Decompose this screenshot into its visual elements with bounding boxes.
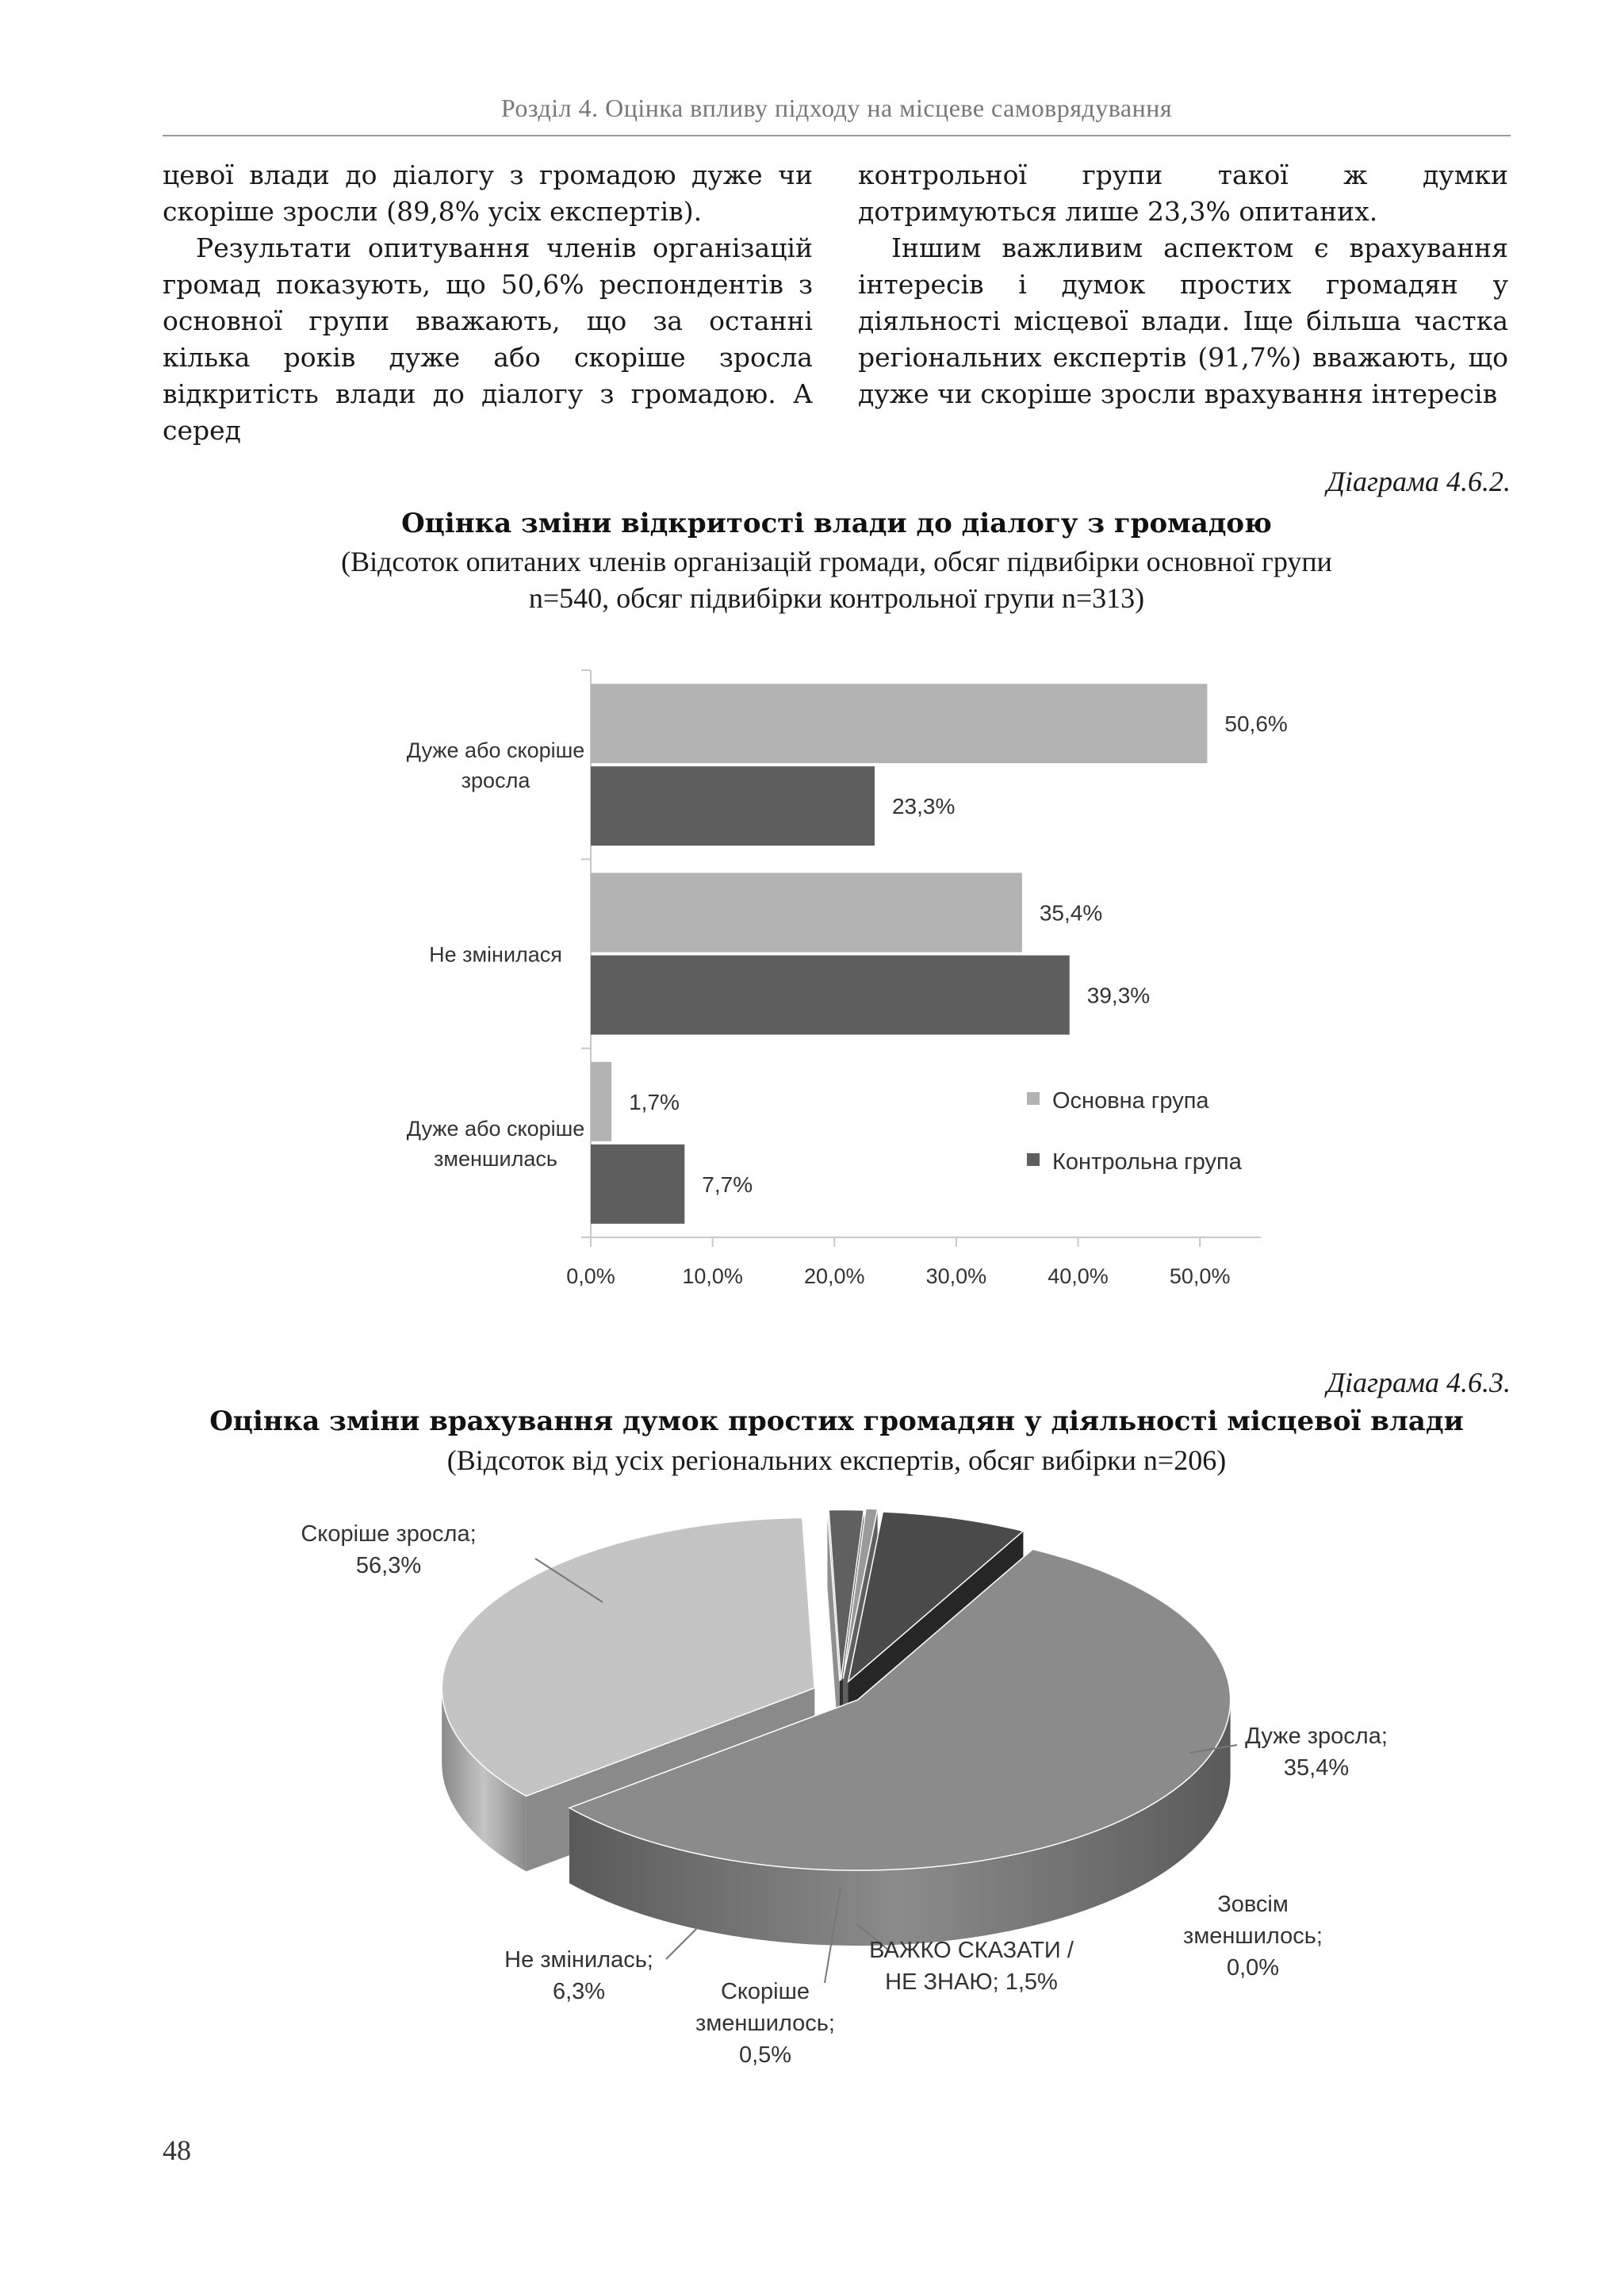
slice-label: 35,4% xyxy=(1283,1755,1350,1781)
category-label: Дуже або скоріше xyxy=(406,738,585,763)
figure-subtitle-line: n=540, обсяг підвибірки контрольної групи n=313) xyxy=(528,582,1145,614)
figure-title: Оцінка зміни врахування думок простих громадян у діяльності місцевої влади xyxy=(209,1405,1464,1437)
x-tick-label: 50,0% xyxy=(1169,1264,1231,1288)
slice-label: 0,0% xyxy=(1226,1955,1280,1981)
paragraph: цевої влади до діалогу з громадою дуже чи скоріше зросли (89,8% усіх експертів). xyxy=(163,159,813,227)
slice-label: НЕ ЗНАЮ; 1,5% xyxy=(885,1969,1058,1995)
figure-subtitle: (Відсоток від усіх регіональних експертів, обсяг вибірки n=206) xyxy=(446,1444,1227,1476)
slice-label: 0,5% xyxy=(738,2042,792,2068)
paragraph: Іншим важливим аспектом є врахування інтересів і думок простих громадян у діяльності місцевої влади. Іще більша частка регіональних експертів (91,7%) вважають, що дуже чи скоріше зросли врахування інтересів xyxy=(858,232,1508,409)
bar xyxy=(591,766,875,846)
paragraph: Результати опитування членів організацій громад показують, що 50,6% респондентів з основної групи вважають, що за останні кілька років дуже або скоріше зросла відкритість влади до діалогу з громадою. А серед xyxy=(163,232,813,446)
category-label: Не змінилася xyxy=(429,942,562,967)
legend-label: Основна група xyxy=(1052,1088,1209,1114)
slice-label: Не змінилась; xyxy=(504,1947,653,1973)
category-label: зменшилась xyxy=(434,1146,557,1171)
figure-subtitle-line: (Відсоток опитаних членів організацій громади, обсяг підвибірки основної групи xyxy=(341,546,1332,577)
x-tick-label: 10,0% xyxy=(682,1264,743,1288)
data-label: 35,4% xyxy=(1039,900,1103,926)
bar xyxy=(591,873,1022,953)
figure-label: Діаграма 4.6.3. xyxy=(1327,1367,1511,1398)
slice-label: Скоріше xyxy=(720,1979,810,2004)
category-label: зросла xyxy=(461,769,530,793)
slice-label: Зовсім xyxy=(1217,1892,1289,1917)
page-number: 48 xyxy=(163,2134,191,2166)
slice-label: 56,3% xyxy=(355,1553,422,1578)
data-label: 39,3% xyxy=(1086,983,1151,1008)
legend-label: Контрольна група xyxy=(1052,1149,1242,1175)
data-label: 7,7% xyxy=(702,1172,753,1197)
slice-label: 6,3% xyxy=(552,1979,606,2004)
bar xyxy=(591,1145,684,1224)
paragraph: контрольної групи такої ж думки дотримуються лише 23,3% опитаних. xyxy=(858,159,1508,227)
slice-label: зменшилось; xyxy=(695,2011,835,2036)
bar xyxy=(591,1062,611,1141)
x-tick-label: 40,0% xyxy=(1048,1264,1109,1288)
running-head: Розділ 4. Оцінка впливу підходу на місцеве самоврядування xyxy=(500,94,1173,122)
x-tick-label: 30,0% xyxy=(925,1264,987,1288)
slice-label: Скоріше зросла; xyxy=(301,1521,477,1547)
data-label: 50,6% xyxy=(1224,711,1288,737)
slice-label: ВАЖКО СКАЗАТИ / xyxy=(869,1938,1074,1963)
pie-chart xyxy=(0,1491,1624,2110)
category-label: Дуже або скоріше xyxy=(406,1116,585,1141)
x-tick-label: 0,0% xyxy=(566,1264,615,1288)
data-label: 1,7% xyxy=(629,1089,680,1114)
legend-swatch xyxy=(1027,1092,1040,1105)
leader-line xyxy=(666,1927,698,1959)
legend-swatch xyxy=(1027,1153,1040,1166)
x-tick-label: 20,0% xyxy=(803,1264,865,1288)
data-label: 23,3% xyxy=(891,794,956,819)
slice-label: Дуже зросла; xyxy=(1245,1724,1388,1749)
figure-label: Діаграма 4.6.2. xyxy=(1327,466,1511,497)
bar xyxy=(591,684,1207,763)
figure-title: Оцінка зміни відкритості влади до діалогу з громадою xyxy=(401,508,1272,539)
slice-label: зменшилось; xyxy=(1183,1923,1323,1949)
bar xyxy=(591,956,1070,1035)
